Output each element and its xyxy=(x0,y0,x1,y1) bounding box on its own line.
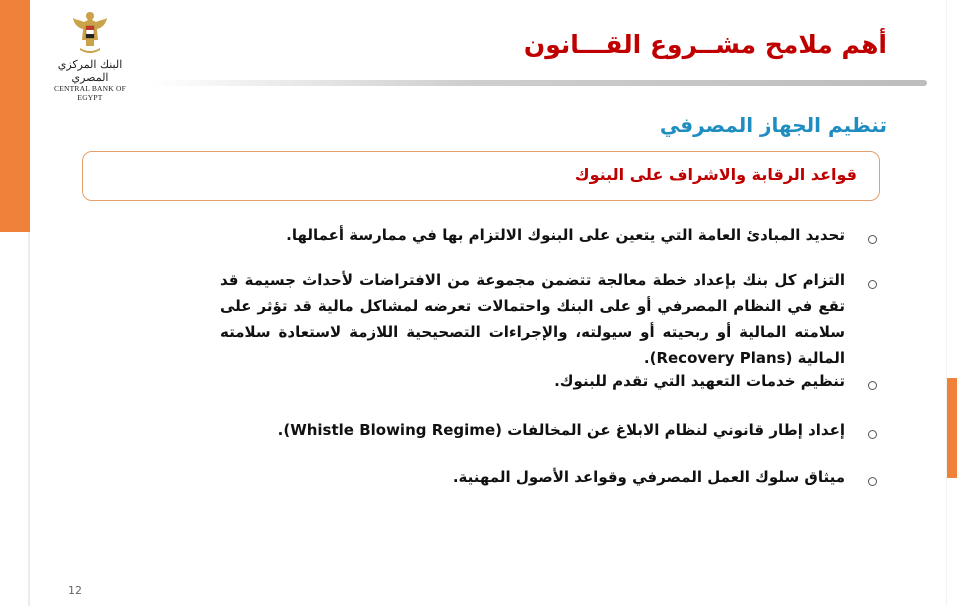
bullet-text: التزام كل بنك بإعداد خطة معالجة تتضمن مجموعة من الافتراضات لأحداث جسيمة قد تقع في النظام المصرفي أو على البنك واحتمالات تعرضه لمشاكل مالية قد تؤثر على سلامته المالية أو ربحيته أو سيولته، والإجراءات التصحيحية اللازمة لاستعادة سلامته المالية (Recovery Plans). xyxy=(220,271,845,367)
list-item xyxy=(220,417,877,443)
list-item xyxy=(220,368,877,394)
circle-bullet-icon xyxy=(868,381,877,390)
circle-bullet-icon xyxy=(868,430,877,439)
subsection-title: قواعد الرقابة والاشراف على البنوك xyxy=(574,165,857,184)
right-accent-tab xyxy=(947,378,957,478)
title-divider xyxy=(150,80,927,86)
left-divider-line xyxy=(28,232,30,606)
bullet-text: تنظيم خدمات التعهيد التي تقدم للبنوك. xyxy=(554,372,845,390)
left-accent-bar xyxy=(0,0,30,232)
circle-bullet-icon xyxy=(868,280,877,289)
logo-arabic-name: البنك المركزي المصري xyxy=(57,58,123,84)
egypt-eagle-icon xyxy=(70,10,110,56)
page-number: 12 xyxy=(68,584,82,597)
central-bank-logo xyxy=(42,10,138,102)
right-divider-line xyxy=(946,0,947,606)
slide-title: أهم ملامح مشــروع القـــانون xyxy=(523,30,887,59)
circle-bullet-icon xyxy=(868,235,877,244)
subsection-box xyxy=(82,151,880,201)
bullet-text: ميثاق سلوك العمل المصرفي وقواعد الأصول المهنية. xyxy=(452,468,845,486)
circle-bullet-icon xyxy=(868,477,877,486)
bullet-text: إعداد إطار قانوني لنظام الابلاغ عن المخالفات (Whistle Blowing Regime). xyxy=(277,421,845,439)
list-item xyxy=(220,267,877,371)
list-item xyxy=(220,222,877,248)
section-heading: تنظيم الجهاز المصرفي xyxy=(659,113,887,137)
bullet-text: تحديد المبادئ العامة التي يتعين على البنوك الالتزام بها في ممارسة أعمالها. xyxy=(286,226,845,244)
list-item xyxy=(220,464,877,490)
logo-english-name: CENTRAL BANK OF EGYPT xyxy=(54,84,126,102)
